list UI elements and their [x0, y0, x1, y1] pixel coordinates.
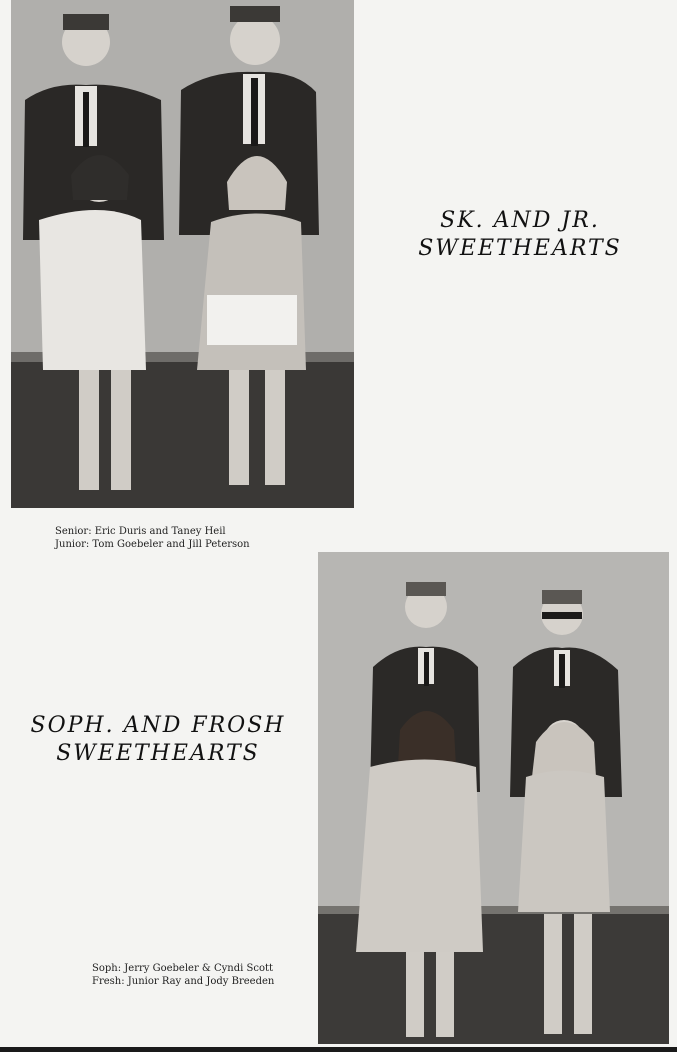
heading-top-line2: SWEETHEARTS [418, 236, 622, 261]
caption-bottom-line2: Fresh: Junior Ray and Jody Breeden [92, 976, 275, 987]
caption-bottom-line1: Soph: Jerry Goebeler & Cyndi Scott [92, 963, 274, 974]
photo-senior-junior-image [11, 0, 354, 508]
page-bottom-edge [0, 1047, 677, 1052]
heading-soph-frosh [28, 712, 288, 768]
caption-top-line2: Junior: Tom Goebeler and Jill Peterson [55, 539, 250, 550]
caption-top-line1: Senior: Eric Duris and Taney Heil [55, 526, 226, 537]
caption-senior-junior [55, 525, 250, 551]
photo-soph-frosh-sweethearts [318, 552, 669, 1044]
heading-top-line1: SK. AND JR. [440, 208, 600, 233]
photo-soph-frosh-image [318, 552, 669, 1044]
caption-soph-frosh [92, 962, 274, 988]
heading-bottom-line2: SWEETHEARTS [56, 741, 260, 766]
heading-senior-junior [400, 207, 640, 263]
heading-bottom-line1: SOPH. AND FROSH [30, 713, 286, 738]
photo-senior-junior-sweethearts [11, 0, 354, 508]
